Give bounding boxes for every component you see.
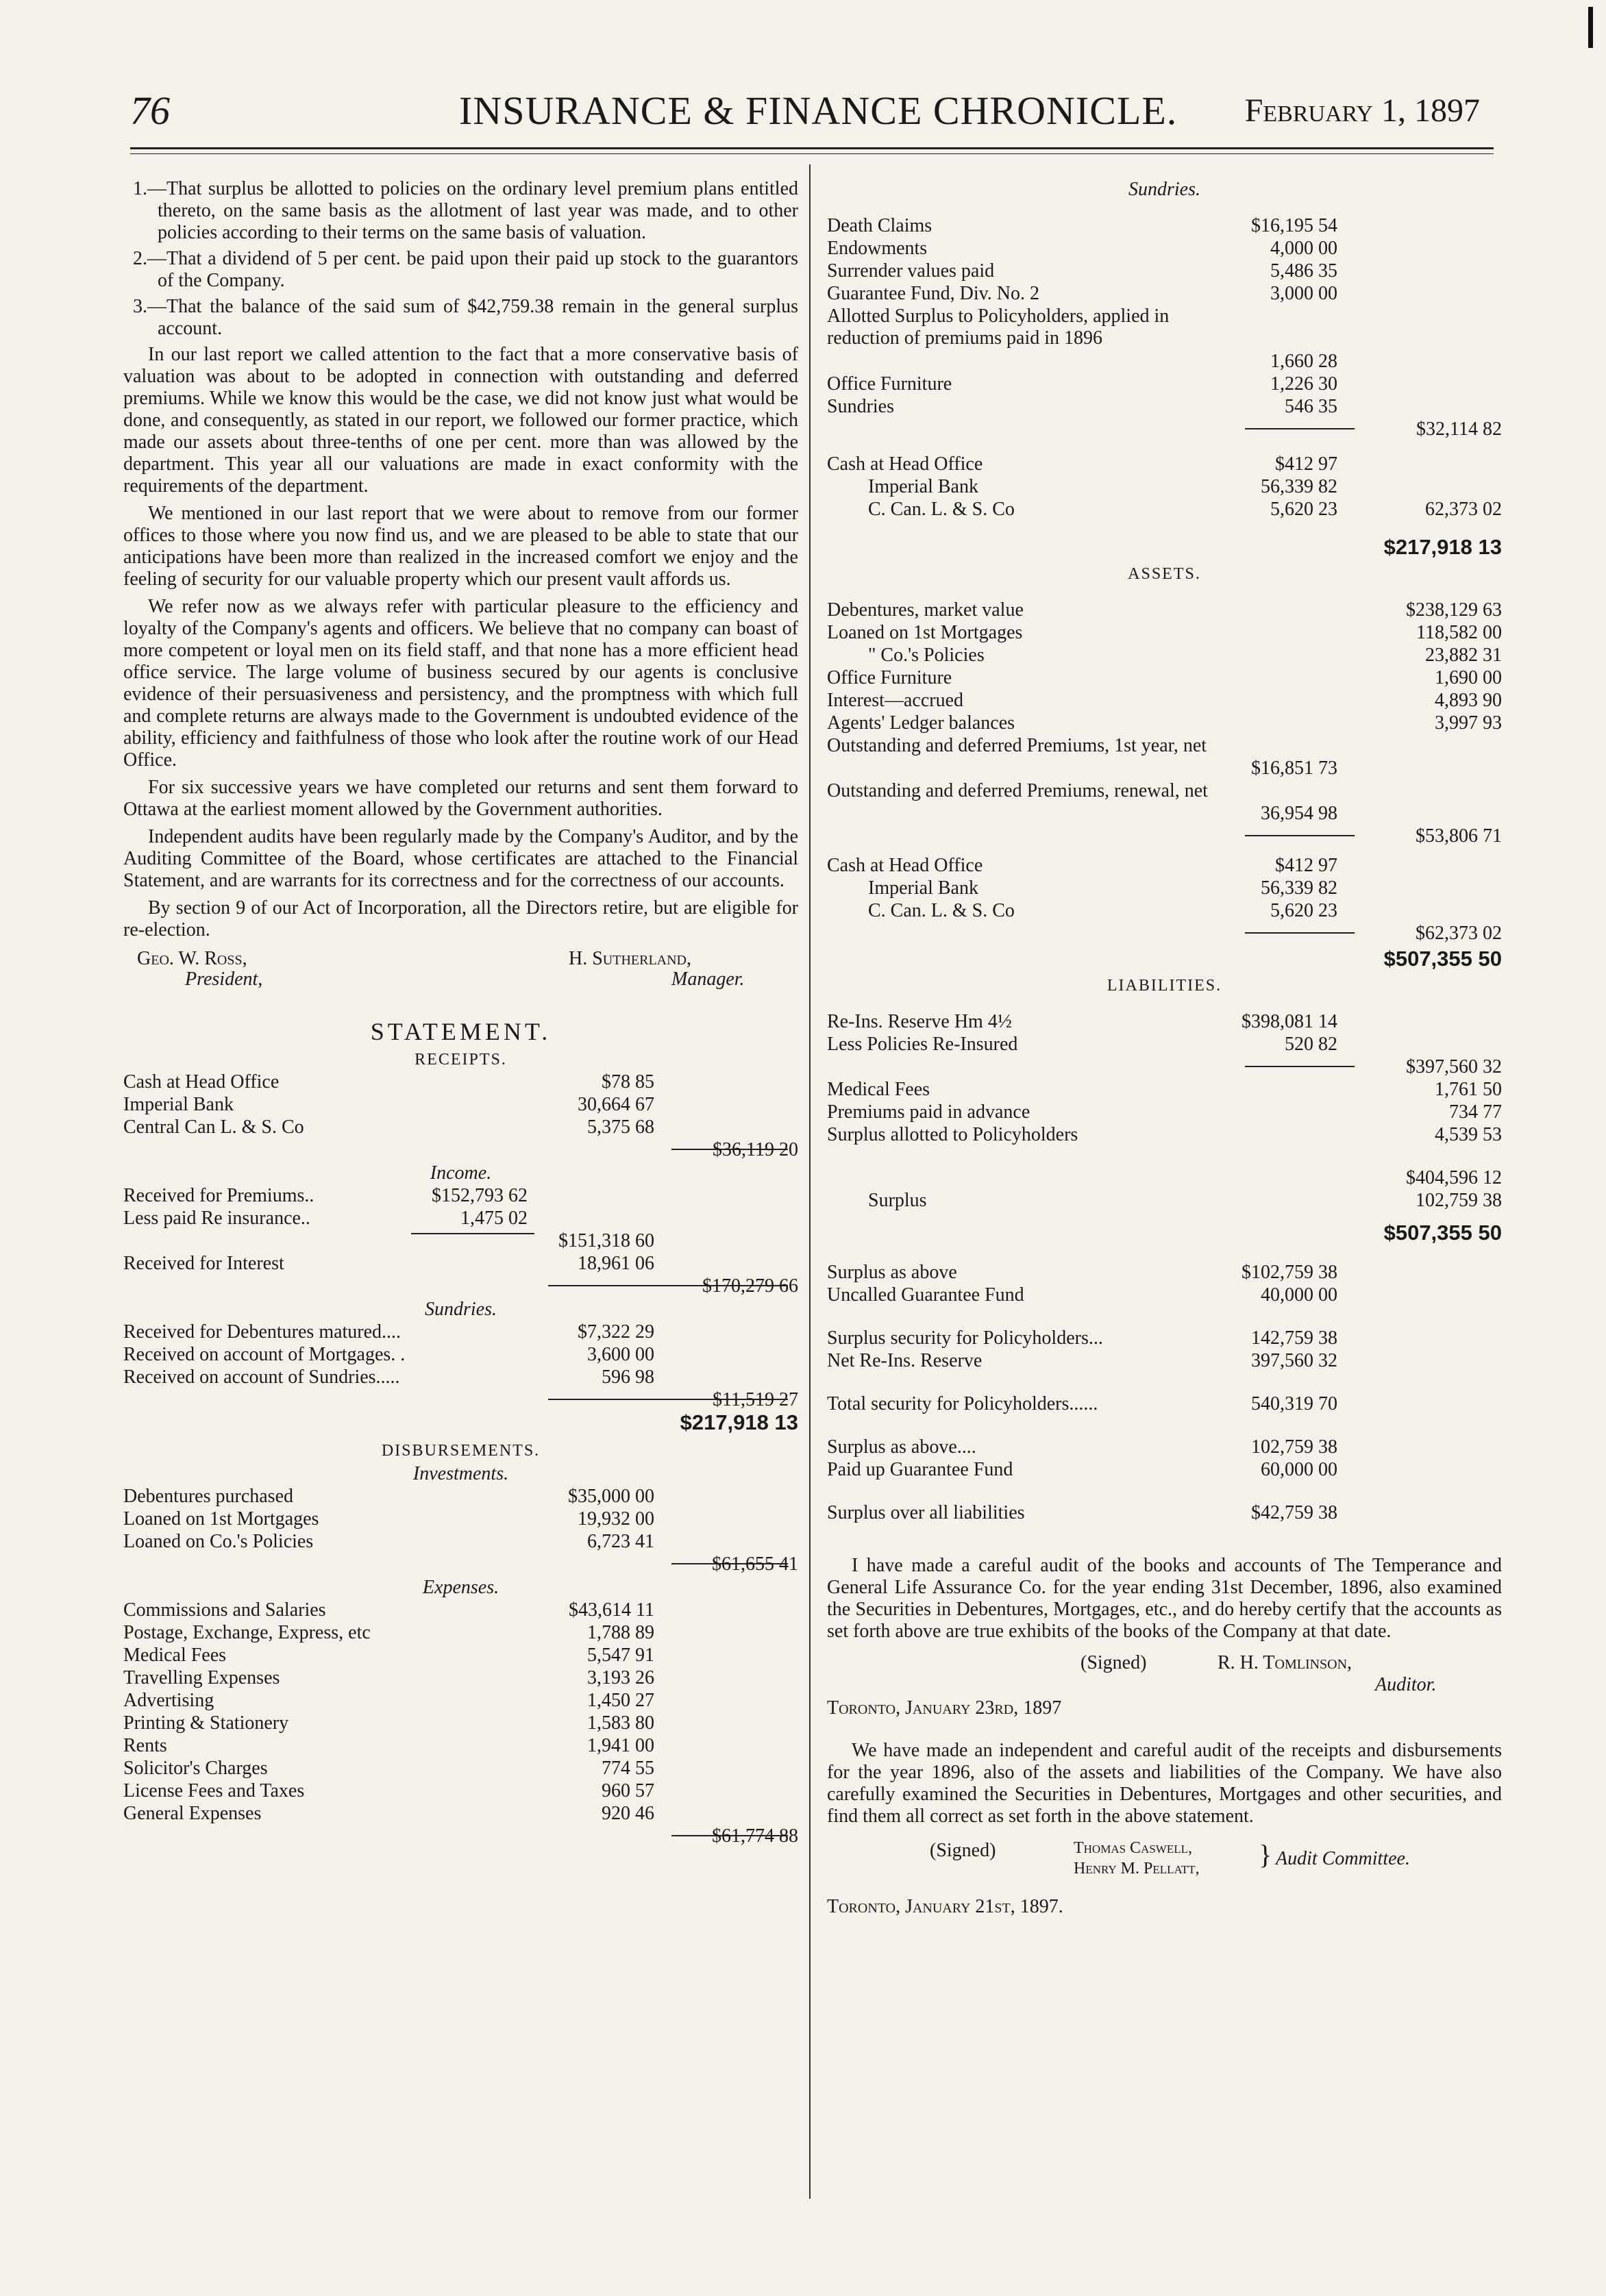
ledger-amount: $16,195 54 (1251, 215, 1337, 236)
ledger-amount: 4,893 90 (1435, 690, 1502, 711)
ledger-amount: $7,322 29 (578, 1321, 654, 1343)
ledger-label: Surplus as above.... (827, 1436, 976, 1458)
ledger-amount: 596 98 (602, 1367, 654, 1388)
ledger-row (123, 1208, 798, 1230)
ledger-row (827, 238, 1502, 260)
subtotal-amount: $151,318 60 (558, 1230, 654, 1251)
ledger-amount: 56,339 82 (1261, 476, 1337, 497)
ledger-row (827, 1079, 1502, 1101)
ledger-label: Net Re-Ins. Reserve (827, 1350, 983, 1371)
ledger-row (827, 1262, 1502, 1284)
subtotal-row (123, 1139, 798, 1162)
ledger-label: Imperial Bank (868, 877, 978, 899)
ledger-row (827, 1101, 1502, 1124)
statement-title: STATEMENT. (370, 1018, 552, 1045)
ledger-label: Total security for Policyholders...... (827, 1393, 1098, 1414)
liabilities-heading: LIABILITIES. (1107, 977, 1222, 995)
ledger-row (123, 1622, 798, 1645)
subtotal-amount: $53,806 71 (1416, 825, 1502, 847)
total-rule (1245, 932, 1355, 934)
receipts-heading: RECEIPTS. (415, 1051, 507, 1069)
ledger-row (123, 1803, 798, 1825)
ledger-amount: 1,690 00 (1435, 667, 1502, 688)
ledger-row (123, 1185, 798, 1208)
subtotal-row (123, 1230, 798, 1253)
ledger-amount: 5,620 23 (1270, 499, 1337, 520)
ledger-row (827, 283, 1502, 305)
ledger-label: Sundries (827, 396, 894, 417)
ledger-row (123, 1253, 798, 1275)
committee-title: Audit Committee. (1276, 1848, 1410, 1869)
subtotal-row (827, 825, 1502, 848)
resolution-number: 2.— (133, 248, 166, 269)
ledger-row (827, 1284, 1502, 1307)
subtotal-row (123, 1275, 798, 1298)
ledger-amount: 1,475 02 (460, 1208, 528, 1229)
ledger-amount: 36,954 98 (1261, 803, 1337, 824)
ledger-label: Allotted Surplus to Policyholders, applied in reduction of premiums paid in 1896 (827, 305, 1170, 349)
ledger-amount: 118,582 00 (1416, 622, 1502, 643)
report-paragraph: We refer now as we always refer with particular pleasure to the efficiency and loyalty of the Company's agents and officers. We believe that no company can boast of more competent or loyal men on its field staff, and that none has a more efficient head office service. The large volume of business secured by our agents is conclusive evidence of their persuasiveness and persistency, and the promptness with which full and complete returns are always made to the Government is undoubted evidence of the ability, efficiency and faithfulness of those who look after the routine work of our Head Office. (123, 596, 798, 771)
ledger-label: Imperial Bank (868, 476, 978, 497)
ledger-amount: 1,761 50 (1435, 1079, 1502, 1100)
ledger-label: Medical Fees (827, 1079, 930, 1100)
ledger-label: Agents' Ledger balances (827, 712, 1015, 734)
subtotal-amount: $62,373 02 (1416, 923, 1502, 944)
grand-total-row (827, 948, 1502, 974)
ledger-row (827, 373, 1502, 396)
ledger-row (827, 305, 1502, 373)
ledger-label: Guarantee Fund, Div. No. 2 (827, 283, 1040, 304)
ledger-label: License Fees and Taxes (123, 1780, 305, 1801)
ledger-amount: 5,375 68 (587, 1116, 654, 1138)
ledger-row (827, 1011, 1502, 1034)
ledger-label: Office Furniture (827, 667, 952, 688)
ledger-label: Surplus allotted to Policyholders (827, 1124, 1078, 1145)
ledger-label: Loaned on 1st Mortgages (827, 622, 1023, 643)
resolution-text: That surplus be allotted to policies on the ordinary level premium plans entitled thereto, on the same basis as the allotment of last year was made, and to other policies according to their terms on the same basis of valuation. (158, 178, 798, 243)
right-column (827, 178, 1502, 1918)
ledger-label: Received for Interest (123, 1253, 284, 1274)
report-paragraph: Independent audits have been regularly made by the Company's Auditor, and by the Auditing Committee of the Board, whose certificates are attached to the Financial Statement, and are warrants for its correctness and for the correctness of our accounts. (123, 826, 798, 891)
ledger-label: C. Can. L. & S. Co (868, 900, 1015, 921)
ledger-row (123, 1531, 798, 1553)
ledger-row (827, 690, 1502, 712)
ledger-row (827, 855, 1502, 877)
resolution-number: 3.— (133, 296, 166, 317)
ledger-label: Surplus (868, 1190, 927, 1211)
total-rule (1245, 1066, 1355, 1067)
auditor-name: R. H. Tomlinson, (1218, 1652, 1352, 1673)
ledger-amount: 23,882 31 (1425, 645, 1502, 666)
ledger-amount: 19,932 00 (578, 1508, 654, 1530)
ledger-label: Less paid Re insurance.. (123, 1208, 310, 1229)
manager-title: Manager. (671, 969, 745, 990)
ledger-row (827, 1459, 1502, 1482)
ledger-row (827, 622, 1502, 645)
ledger-amount: 56,339 82 (1261, 877, 1337, 899)
page-number: 76 (130, 88, 170, 133)
ledger-row (123, 1344, 798, 1367)
ledger-amount: $102,759 38 (1241, 1262, 1337, 1283)
subtotal-row (827, 419, 1502, 441)
ledger-label: " Co.'s Policies (868, 645, 985, 666)
publication-title: INSURANCE & FINANCE CHRONICLE. (459, 88, 1178, 133)
ledger-row (123, 1116, 798, 1139)
ledger-row (123, 1599, 798, 1622)
ledger-amount: 920 46 (602, 1803, 654, 1824)
ledger-amount: 397,560 32 (1251, 1350, 1337, 1371)
ledger-amount: 102,759 38 (1416, 1190, 1502, 1211)
ledger-amount: 5,486 35 (1270, 260, 1337, 282)
subtotal-amount: $170,279 66 (702, 1275, 798, 1297)
issue-date: February 1, 1897 (1244, 92, 1480, 129)
ledger-row (123, 1094, 798, 1116)
ledger-row (123, 1321, 798, 1344)
ledger-row (827, 1436, 1502, 1459)
ledger-amount: 60,000 00 (1261, 1459, 1337, 1480)
subtotal-amount: $32,114 82 (1416, 419, 1502, 440)
ledger-row (827, 900, 1502, 923)
ledger-amount: 142,759 38 (1251, 1327, 1337, 1349)
ledger-amount: 18,961 06 (578, 1253, 654, 1274)
ledger-label: Less Policies Re-Insured (827, 1034, 1018, 1055)
ledger-amount: 1,226 30 (1270, 373, 1337, 395)
ledger-label: Imperial Bank (123, 1094, 234, 1115)
ledger-amount: 40,000 00 (1261, 1284, 1337, 1306)
ledger-amount: 1,941 00 (587, 1735, 654, 1756)
ledger-label: Travelling Expenses (123, 1667, 280, 1688)
ledger-label: C. Can. L. & S. Co (868, 499, 1015, 520)
ledger-row (827, 645, 1502, 667)
ledger-row (827, 735, 1502, 780)
ledger-amount: 5,547 91 (587, 1645, 654, 1666)
ledger-label: Re-Ins. Reserve Hm 4½ (827, 1011, 1012, 1032)
ledger-row (827, 453, 1502, 476)
subtotal-row (123, 1553, 798, 1576)
ledger-label: Debentures purchased (123, 1486, 294, 1507)
ledger-row (123, 1758, 798, 1780)
ledger-label: Commissions and Salaries (123, 1599, 326, 1621)
ledger-label: Cash at Head Office (827, 453, 983, 475)
ledger-amount: 540,319 70 (1251, 1393, 1337, 1414)
assets-heading: ASSETS. (1128, 565, 1201, 583)
ledger-amount: 30,664 67 (578, 1094, 654, 1115)
grand-total-row (827, 536, 1502, 562)
ledger-row (123, 1367, 798, 1389)
ledger-row (123, 1712, 798, 1735)
column-divider (809, 164, 811, 2199)
ledger-label: Medical Fees (123, 1645, 227, 1666)
report-paragraph: For six successive years we have completed our returns and sent them forward to Ottawa at the earliest moment allowed by the Government authorities. (123, 777, 798, 820)
ledger-row (123, 1690, 798, 1712)
subtotal-row (827, 1167, 1502, 1190)
subtotal-amount: $61,774 88 (712, 1825, 798, 1847)
ledger-row (827, 260, 1502, 283)
auditor-title: Auditor. (1375, 1674, 1437, 1695)
ledger-row (827, 599, 1502, 622)
ledger-label: Loaned on Co.'s Policies (123, 1531, 314, 1552)
subtotal-row (827, 1056, 1502, 1079)
ledger-label: Uncalled Guarantee Fund (827, 1284, 1024, 1306)
grand-total-row (827, 1222, 1502, 1248)
ledger-amount: $35,000 00 (568, 1486, 654, 1507)
subtotal-amount: $61,655 41 (712, 1553, 798, 1575)
ledger-row (827, 1190, 1502, 1212)
resolution (123, 296, 798, 340)
total-rule (1245, 428, 1355, 429)
ledger-row (123, 1071, 798, 1094)
ledger-row (827, 1393, 1502, 1416)
auditor-signature (827, 1643, 1502, 1697)
ledger-amount: 1,660 28 (1270, 351, 1337, 372)
ledger-label: Received on account of Mortgages. . (123, 1344, 406, 1365)
subtotal-amount: $404,596 12 (1406, 1167, 1502, 1188)
ledger-amount: 1,788 89 (587, 1622, 654, 1643)
resolution-number: 1.— (133, 178, 166, 199)
ledger-label: Postage, Exchange, Express, etc (123, 1622, 371, 1643)
ledger-amount: 3,997 93 (1435, 712, 1502, 734)
ledger-label: Office Furniture (827, 373, 952, 395)
ledger-row (827, 712, 1502, 735)
resolution (123, 248, 798, 292)
ledger-label: Outstanding and deferred Premiums, 1st year, net (827, 735, 1207, 756)
sundries-heading: Sundries. (425, 1299, 497, 1320)
grand-total-row (123, 1412, 798, 1439)
ledger-label: Endowments (827, 238, 928, 259)
ledger-row (827, 780, 1502, 825)
ledger-row (123, 1486, 798, 1508)
ledger-amount: 3,600 00 (587, 1344, 654, 1365)
ledger-row (827, 396, 1502, 419)
ledger-amount: $152,793 62 (432, 1185, 528, 1206)
ledger-amount: 774 55 (602, 1758, 654, 1779)
ledger-row (827, 476, 1502, 499)
grand-total-amount: $217,918 13 (1383, 535, 1502, 559)
ledger-label: Cash at Head Office (123, 1071, 280, 1093)
ledger-amount: 546 35 (1285, 396, 1337, 417)
expenses-heading: Expenses. (422, 1577, 499, 1598)
ledger-amount: 520 82 (1285, 1034, 1337, 1055)
ledger-label: Death Claims (827, 215, 932, 236)
ledger-row (827, 215, 1502, 238)
ledger-amount: 6,723 41 (587, 1531, 654, 1552)
resolution-text: That the balance of the said sum of $42,759.38 remain in the general surplus account. (158, 296, 798, 339)
ledger-row (123, 1508, 798, 1531)
ledger-amount: 4,000 00 (1270, 238, 1337, 259)
ledger-row (123, 1667, 798, 1690)
ledger-label: Printing & Stationery (123, 1712, 289, 1734)
ledger-label: Advertising (123, 1690, 214, 1711)
ledger-label: Paid up Guarantee Fund (827, 1459, 1013, 1480)
ledger-row (827, 499, 1502, 521)
ledger-row (827, 1350, 1502, 1373)
ledger-row (827, 1327, 1502, 1350)
ledger-label: Loaned on 1st Mortgages (123, 1508, 319, 1530)
ledger-amount: $238,129 63 (1406, 599, 1502, 621)
scan-edge-mark (1588, 7, 1593, 48)
ledger-label: Surrender values paid (827, 260, 995, 282)
director-signatures (123, 947, 798, 995)
ledger-label: Solicitor's Charges (123, 1758, 268, 1779)
page-header (130, 88, 1480, 142)
ledger-row (123, 1735, 798, 1758)
ledger-amount: 4,539 53 (1435, 1124, 1502, 1145)
left-column (123, 178, 798, 1848)
ledger-amount: 3,000 00 (1270, 283, 1337, 304)
investments-heading: Investments. (412, 1463, 509, 1484)
ledger-label: Debentures, market value (827, 599, 1024, 621)
ledger-amount: $43,614 11 (569, 1599, 654, 1621)
ledger-amount: 734 77 (1449, 1101, 1502, 1123)
committee-date: Toronto, January 21st, 1897. (827, 1896, 1063, 1917)
ledger-label: Received for Debentures matured.... (123, 1321, 402, 1343)
sundries-heading: Sundries. (1128, 179, 1200, 200)
ledger-row (827, 877, 1502, 900)
ledger-label: General Expenses (123, 1803, 262, 1824)
committee-member-2: Henry M. Pellatt, (1074, 1860, 1200, 1877)
ledger-label: Received on account of Sundries..... (123, 1367, 400, 1388)
ledger-row (827, 1124, 1502, 1147)
subtotal-amount: $36,119 20 (713, 1139, 798, 1160)
subtotal-row (123, 1389, 798, 1412)
ledger-amount: $412 97 (1275, 855, 1337, 876)
auditor-date: Toronto, January 23rd, 1897 (827, 1697, 1062, 1719)
ledger-label: Central Can L. & S. Co (123, 1116, 304, 1138)
ledger-amount: 3,193 26 (587, 1667, 654, 1688)
header-rule-thin (130, 153, 1494, 154)
header-rule (130, 147, 1494, 149)
president-name: Geo. W. Ross, (137, 948, 247, 969)
ledger-row (827, 1502, 1502, 1525)
ledger-amount: $78 85 (602, 1071, 654, 1093)
report-paragraph: In our last report we called attention to the fact that a more conservative basis of valuation was about to be adopted in connection with outstanding and deferred premiums. While we know this would be the case, we did not know just what would be done, and consequently, as stated in our report, we followed our former practice, which made our assets about three-tenths of one per cent. more than was allowed by the department. This year all our valuations are made in exact conformity with the requirements of the department. (123, 344, 798, 497)
disbursements-heading: DISBURSEMENTS. (381, 1442, 541, 1460)
ledger-label: Received for Premiums.. (123, 1185, 314, 1206)
ledger-amount: 960 57 (602, 1780, 654, 1801)
total-rule (411, 1233, 534, 1234)
income-heading: Income. (430, 1162, 492, 1184)
report-paragraph: We mentioned in our last report that we were about to remove from our former offices to those where you now find us, and we are pleased to be able to state that our anticipations have been more than realized in the increased comfort we enjoy and the feeling of security for our valuable property which our present vault affords us. (123, 503, 798, 590)
ledger-amount: $412 97 (1275, 453, 1337, 475)
ledger-row (827, 667, 1502, 690)
ledger-label: Interest—accrued (827, 690, 963, 711)
brace-glyph: } (1259, 1839, 1272, 1870)
total-rule (1245, 835, 1355, 836)
ledger-label: Surplus security for Policyholders... (827, 1327, 1103, 1349)
president-title: President, (185, 969, 263, 990)
subtotal-row (123, 1825, 798, 1848)
ledger-amount: 102,759 38 (1251, 1436, 1337, 1458)
subtotal-amount: $397,560 32 (1406, 1056, 1502, 1077)
ledger-label: Cash at Head Office (827, 855, 983, 876)
ledger-row (123, 1645, 798, 1667)
committee-certificate: We have made an independent and careful audit of the receipts and disbursements for the year 1896, also of the assets and liabilities of the Company. We have also carefully examined the Securities in Debentures, Mortgages and other securities, and find them all correct as set forth in the above statement. (827, 1740, 1502, 1827)
ledger-amount: $16,851 73 (1251, 758, 1337, 779)
ledger-amount: 1,450 27 (587, 1690, 654, 1711)
grand-total-amount: $217,918 13 (680, 1410, 798, 1434)
assets-total-amount: $507,355 50 (1383, 947, 1502, 971)
manager-name: H. Sutherland, (569, 948, 691, 969)
subtotal-row (827, 923, 1502, 945)
auditor-certificate: I have made a careful audit of the books and accounts of The Temperance and General Life Assurance Co. for the year ending 31st December, 1896, also examined the Securities in Debentures, Mortgages, etc., and do hereby certify that the accounts as set forth above are true exhibits of the books of the Company at that date. (827, 1555, 1502, 1642)
ledger-amount: 5,620 23 (1270, 900, 1337, 921)
resolution-text: That a dividend of 5 per cent. be paid upon their paid up stock to the guarantors of the Company. (158, 248, 798, 291)
resolution (123, 178, 798, 244)
subtotal-amount: $11,519 27 (713, 1389, 798, 1410)
report-paragraph: By section 9 of our Act of Incorporation, all the Directors retire, but are eligible for re-election. (123, 897, 798, 940)
ledger-label: Surplus over all liabilities (827, 1502, 1025, 1523)
ledger-label: Rents (123, 1735, 167, 1756)
signed-mark: (Signed) (930, 1840, 996, 1861)
subtotal-amount: 62,373 02 (1425, 499, 1502, 520)
ledger-row (827, 1034, 1502, 1056)
ledger-label: Premiums paid in advance (827, 1101, 1030, 1123)
liabilities-total-amount: $507,355 50 (1383, 1221, 1502, 1245)
committee-signature (827, 1827, 1502, 1882)
ledger-amount: $42,759 38 (1251, 1502, 1337, 1523)
signed-mark: (Signed) (1080, 1652, 1147, 1673)
ledger-amount: $398,081 14 (1241, 1011, 1337, 1032)
ledger-label: Outstanding and deferred Premiums, renewal, net (827, 780, 1208, 801)
ledger-row (123, 1780, 798, 1803)
committee-member-1: Thomas Caswell, (1074, 1839, 1192, 1857)
ledger-amount: 1,583 80 (587, 1712, 654, 1734)
ledger-label: Surplus as above (827, 1262, 957, 1283)
